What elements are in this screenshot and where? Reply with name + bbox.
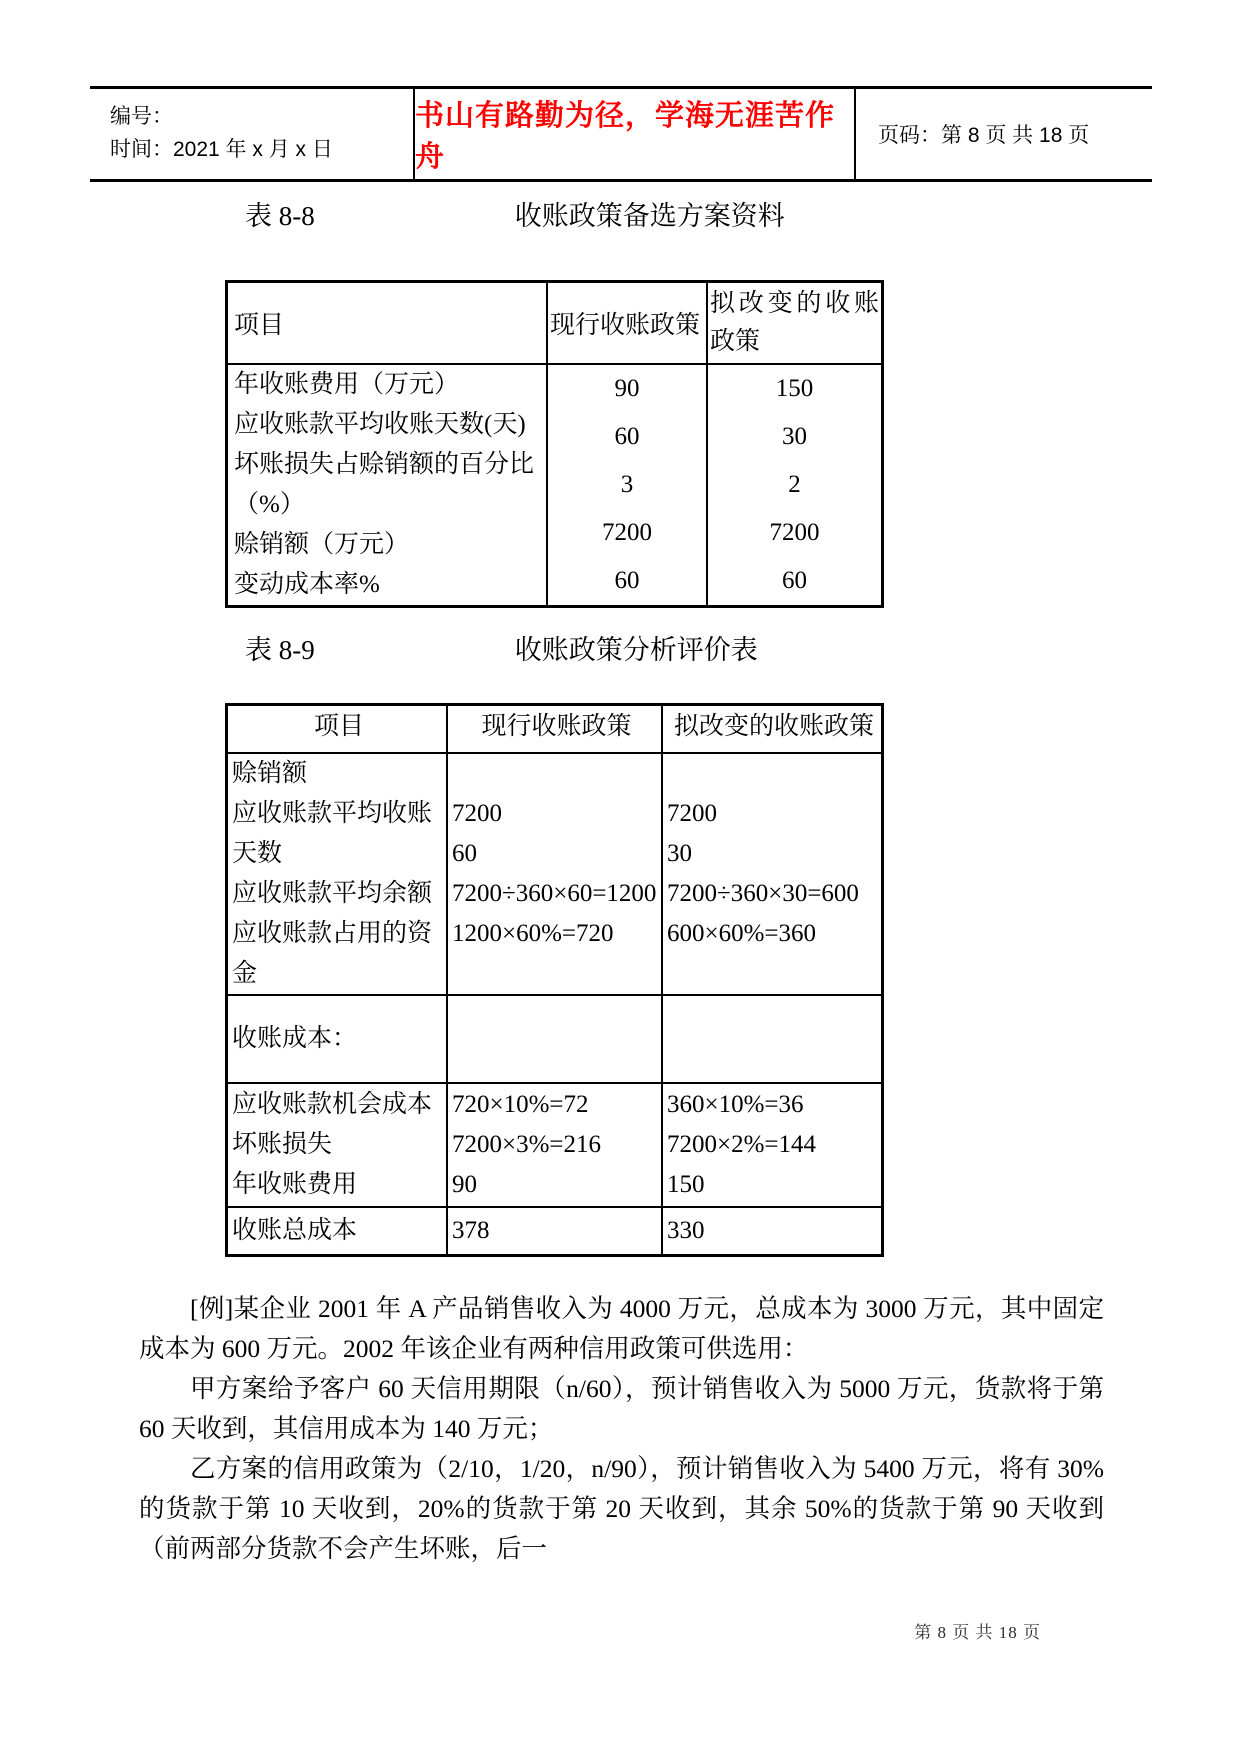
cell-line: 7200 xyxy=(769,519,820,546)
cell-line: 60 xyxy=(614,423,640,450)
table-8-9-row0-proposed-cell xyxy=(663,754,881,994)
cell-line: 600×60%=360 xyxy=(667,920,817,947)
cell-line: 90 xyxy=(452,1171,477,1198)
table-8-9-header-item xyxy=(228,706,448,752)
cell-line: 7200÷360×60=1200 xyxy=(452,880,657,907)
cell-line: 30 xyxy=(782,423,807,450)
cell-line: 收账成本： xyxy=(232,1025,358,1052)
cell-line: 7200 xyxy=(452,800,502,827)
table-8-8-caption xyxy=(245,196,1241,236)
table-8-8-caption-id: 表 8-8 xyxy=(245,201,315,231)
cell-line: 赊销额（万元） xyxy=(234,531,410,558)
cell-line: 150 xyxy=(775,375,814,402)
table-8-8-header-proposed xyxy=(708,283,881,363)
cell-line xyxy=(452,996,661,1036)
table-8-9-caption-title: 收账政策分析评价表 xyxy=(514,635,758,665)
header-meta-cell xyxy=(90,89,413,179)
table-8-9-row-costs xyxy=(228,1084,881,1208)
table-8-8-header-current xyxy=(548,283,708,363)
table-8-9-row2-proposed-cell xyxy=(663,1084,881,1206)
paragraph-plan-b: 乙方案的信用政策为（2/10，1/20，n/90），预计销售收入为 5400 万元，将有 30%的货款于第 10 天收到，20%的货款于第 20 天收到，其余 50%的货款于第 90 天收到（前两部分货款不会产生坏账，后一 xyxy=(139,1454,1104,1563)
header-page-cell xyxy=(856,89,1152,179)
table-8-9-row0-current-cell xyxy=(448,754,663,994)
cell-line: 坏账损失 xyxy=(232,1131,333,1158)
cell-line: 378 xyxy=(452,1217,490,1244)
cell-line: 150 xyxy=(667,1171,705,1198)
cell-line: 60 xyxy=(782,567,807,594)
cell-line: 应收账款平均余额 xyxy=(232,880,433,907)
header-motto-cell xyxy=(413,89,856,179)
cell-line: 2 xyxy=(788,471,801,498)
cell-line: 3 xyxy=(620,471,634,498)
page-header xyxy=(90,86,1152,182)
cell-line: 7200÷360×30=600 xyxy=(667,880,859,907)
table-8-8-body-row xyxy=(228,365,881,605)
table-8-9-row-balances xyxy=(228,754,881,996)
document-body xyxy=(0,182,1241,1569)
cell-line xyxy=(667,996,881,1036)
cell-line xyxy=(667,954,881,994)
table-8-9-row1-proposed-cell xyxy=(663,996,881,1082)
header-time-line: 时间：2021 年 x 月 x 日 xyxy=(110,138,333,161)
cell-line xyxy=(452,954,661,994)
cell-line: 7200×3%=216 xyxy=(452,1131,602,1158)
table-8-9-header-proposed-label: 拟改变的收账政策 xyxy=(673,713,874,740)
table-8-8-item-cell xyxy=(228,365,548,605)
table-8-9-row-cost-label xyxy=(228,996,881,1084)
cell-line: 应收账款占用的资 xyxy=(232,920,433,947)
table-8-9-header-proposed xyxy=(663,706,881,752)
cell-line: 年收账费用（万元） xyxy=(234,371,460,398)
cell-line: 天数 xyxy=(232,840,283,867)
cell-line xyxy=(667,754,881,794)
header-motto: 书山有路勤为径，学海无涯苦作舟 xyxy=(415,100,836,173)
table-8-9-caption xyxy=(245,630,1241,670)
cell-line: 60 xyxy=(452,840,477,867)
table-8-9-row1-item-cell xyxy=(228,996,448,1082)
table-8-9-row3-current-cell xyxy=(448,1208,663,1254)
cell-line: 变动成本率% xyxy=(234,571,380,598)
cell-line: 金 xyxy=(232,960,258,987)
table-8-9-caption-id: 表 8-9 xyxy=(245,635,315,665)
cell-line: 360×10%=36 xyxy=(667,1091,804,1118)
table-8-9-row1-current-cell xyxy=(448,996,663,1082)
cell-line: 年收账费用 xyxy=(232,1171,358,1198)
cell-line: 应收账款平均收账 xyxy=(232,800,433,827)
table-8-9-row3-proposed-cell xyxy=(663,1208,881,1254)
table-8-9-row2-item-cell xyxy=(228,1084,448,1206)
cell-line: 1200×60%=720 xyxy=(452,920,614,947)
header-number-line: 编号： xyxy=(110,105,173,128)
cell-line: 90 xyxy=(614,375,640,402)
cell-line: 60 xyxy=(614,567,640,594)
cell-line: 7200×2%=144 xyxy=(667,1131,817,1158)
cell-line: 赊销额 xyxy=(232,760,308,787)
paragraph-plan-a: 甲方案给予客户 60 天信用期限（n/60），预计销售收入为 5000 万元，货款将于第 60 天收到，其信用成本为 140 万元； xyxy=(139,1374,1104,1443)
cell-line xyxy=(452,754,661,794)
cell-line: 7200 xyxy=(667,800,717,827)
cell-line: 坏账损失占赊销额的百分比 xyxy=(234,451,535,478)
table-8-9-row0-item-cell xyxy=(228,754,448,994)
table-8-8-header-row xyxy=(228,283,881,365)
example-text-block xyxy=(139,1289,1104,1569)
cell-line: （%） xyxy=(234,491,305,518)
table-8-9-header-current-label: 现行收账政策 xyxy=(481,713,632,740)
cell-line: 330 xyxy=(667,1217,705,1244)
table-8-9-header-row xyxy=(228,706,881,754)
table-8-8-proposed-cell xyxy=(708,365,881,605)
table-8-9-header-item-label: 项目 xyxy=(313,713,364,740)
table-8-8-header-item xyxy=(228,283,548,363)
page-footer: 第 8 页 共 18 页 xyxy=(914,1623,1041,1642)
table-8-9-row-total xyxy=(228,1208,881,1254)
table-8-9-row3-item-cell xyxy=(228,1208,448,1254)
table-8-8-header-proposed-label: 拟改变的收账政策 xyxy=(710,290,879,355)
cell-line: 30 xyxy=(667,840,692,867)
table-8-8-current-cell xyxy=(548,365,708,605)
paragraph-example-intro: [例]某企业 2001 年 A 产品销售收入为 4000 万元，总成本为 3000 万元，其中固定成本为 600 万元。2002 年该企业有两种信用政策可供选用： xyxy=(139,1294,1104,1363)
table-8-9 xyxy=(225,703,884,1257)
table-8-9-row2-current-cell xyxy=(448,1084,663,1206)
cell-line: 收账总成本 xyxy=(232,1217,358,1244)
table-8-9-header-current xyxy=(448,706,663,752)
cell-line: 7200 xyxy=(602,519,652,546)
header-page-line: 页码：第 8 页 共 18 页 xyxy=(878,124,1090,147)
table-8-8-header-current-label: 现行收账政策 xyxy=(550,312,701,339)
cell-line: 应收账款平均收账天数(天) xyxy=(234,411,526,438)
table-8-8 xyxy=(225,280,884,608)
cell-line: 720×10%=72 xyxy=(452,1091,589,1118)
table-8-8-header-item-label: 项目 xyxy=(234,312,285,339)
table-8-8-caption-title: 收账政策备选方案资料 xyxy=(514,201,785,231)
cell-line: 应收账款机会成本 xyxy=(232,1091,433,1118)
